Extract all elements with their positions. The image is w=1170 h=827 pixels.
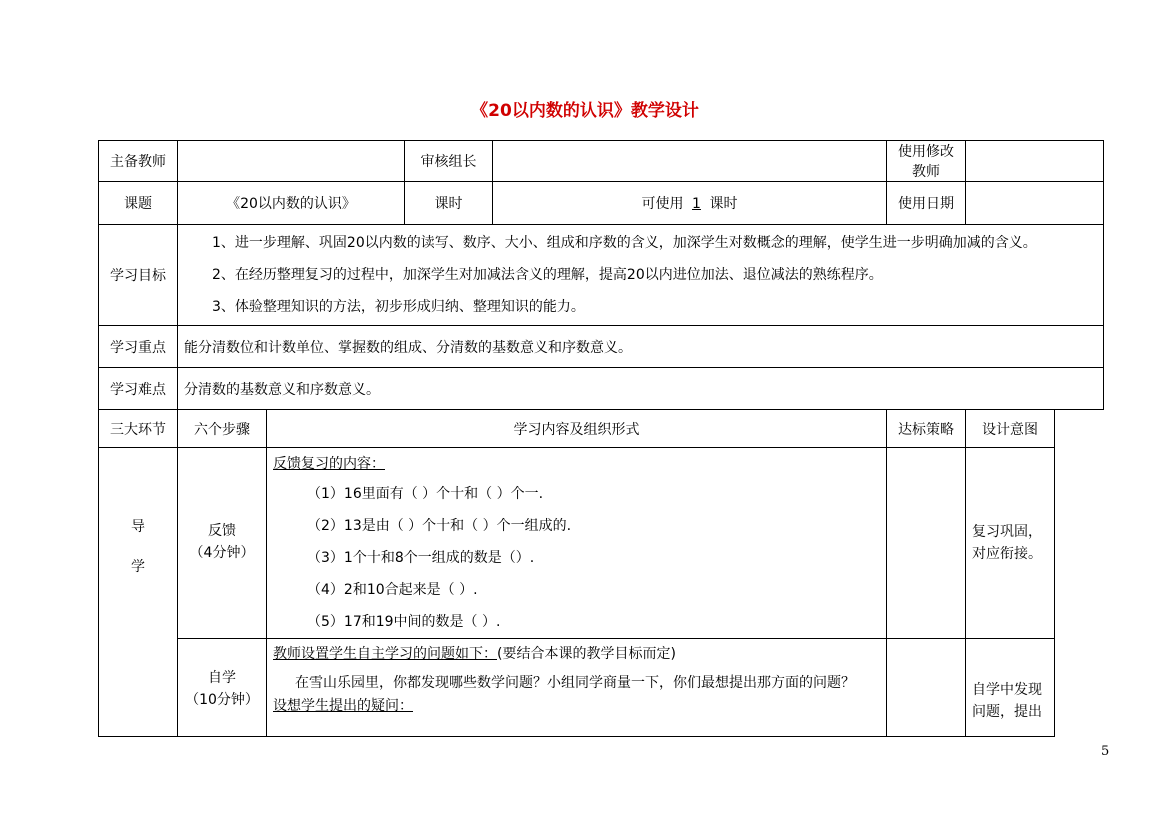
goal-item: 1、进一步理解、巩固20以内数的读写、数序、大小、组成和序数的含义，加深学生对数概念的理解，使学生进一步明确加减的含义。 <box>212 235 1037 251</box>
goals-content <box>178 225 1104 326</box>
step-self-time: （10分钟） <box>185 692 259 708</box>
difficulties-row <box>99 368 1104 410</box>
step-feedback-name: 反馈 <box>208 523 236 539</box>
key-points-row <box>99 326 1104 368</box>
self-study-subheading: 设想学生提出的疑问： <box>273 698 413 714</box>
col-intent: 设计意图 <box>966 410 1055 448</box>
modifier-value <box>966 141 1104 182</box>
col-stage: 三大环节 <box>99 410 178 448</box>
step-feedback-time: （4分钟） <box>189 545 255 561</box>
goals-row <box>99 225 1104 326</box>
reviewer-value <box>493 141 887 182</box>
main-teacher-label: 主备教师 <box>99 141 178 182</box>
difficulties-label: 学习难点 <box>99 368 178 410</box>
feedback-intent: 复习巩固，对应衔接。 <box>966 448 1055 639</box>
date-label: 使用日期 <box>887 182 966 225</box>
page-number: 5 <box>1101 744 1110 759</box>
stage-char: 导 <box>131 519 145 535</box>
feedback-question: （5）17和19中间的数是（ ）. <box>307 614 501 630</box>
feedback-heading: 反馈复习的内容： <box>273 456 385 472</box>
goal-item: 3、体验整理知识的方法，初步形成归纳、整理知识的能力。 <box>212 299 585 315</box>
feedback-content <box>267 448 887 639</box>
header-row-teachers <box>99 141 1104 182</box>
period-suffix: 课时 <box>709 196 738 212</box>
period-count: 1 <box>692 196 701 212</box>
stage-char: 学 <box>131 559 145 575</box>
difficulties-text: 分清数的基数意义和序数意义。 <box>178 368 1104 410</box>
goals-label: 学习目标 <box>99 225 178 326</box>
self-study-heading-line <box>273 643 880 666</box>
lesson-plan-table <box>98 140 1104 737</box>
main-teacher-value <box>178 141 405 182</box>
col-strategy: 达标策略 <box>887 410 966 448</box>
col-step: 六个步骤 <box>178 410 267 448</box>
feedback-question: （1）16里面有（ ）个十和（ ）个一. <box>307 486 544 502</box>
header-row-topic <box>99 182 1104 225</box>
self-study-intent: 自学中发现问题，提出 <box>966 639 1055 737</box>
topic-value: 《20以内数的认识》 <box>178 182 405 225</box>
topic-label: 课题 <box>99 182 178 225</box>
modifier-label: 使用修改教师 <box>887 141 966 182</box>
period-prefix: 可使用 <box>641 196 684 212</box>
step-feedback <box>178 448 267 639</box>
goal-item: 2、在经历整理复习的过程中，加深学生对加减法含义的理解，提高20以内进位加法、退位减法的熟练程序。 <box>212 267 883 283</box>
document-title: 《20以内数的认识》教学设计 <box>471 101 699 121</box>
feedback-question: （4）2和10合起来是（ ）. <box>307 582 478 598</box>
period-value <box>493 182 887 225</box>
key-points-text: 能分清数位和计数单位、掌握数的组成、分清数的基数意义和序数意义。 <box>178 326 1104 368</box>
period-label: 课时 <box>405 182 493 225</box>
feedback-question: （2）13是由（ ）个十和（ ）个一组成的. <box>307 518 572 534</box>
date-value <box>966 182 1104 225</box>
self-study-content <box>267 639 887 737</box>
stage-guide <box>99 448 178 737</box>
column-header-row <box>99 410 1104 448</box>
step-self <box>178 639 267 737</box>
reviewer-label: 审核组长 <box>405 141 493 182</box>
feedback-row <box>99 448 1104 639</box>
feedback-strategy <box>887 448 966 639</box>
col-content: 学习内容及组织形式 <box>267 410 887 448</box>
self-study-note: (要结合本课的教学目标而定) <box>497 646 676 662</box>
key-points-label: 学习重点 <box>99 326 178 368</box>
self-study-heading: 教师设置学生自主学习的问题如下： <box>273 646 497 662</box>
feedback-question: （3）1个十和8个一组成的数是（）. <box>307 550 535 566</box>
step-self-name: 自学 <box>208 670 236 686</box>
self-study-body: 在雪山乐园里，你都发现哪些数学问题？小组同学商量一下，你们最想提出那方面的问题？ <box>295 675 855 691</box>
self-study-row <box>99 639 1104 737</box>
self-study-strategy <box>887 639 966 737</box>
